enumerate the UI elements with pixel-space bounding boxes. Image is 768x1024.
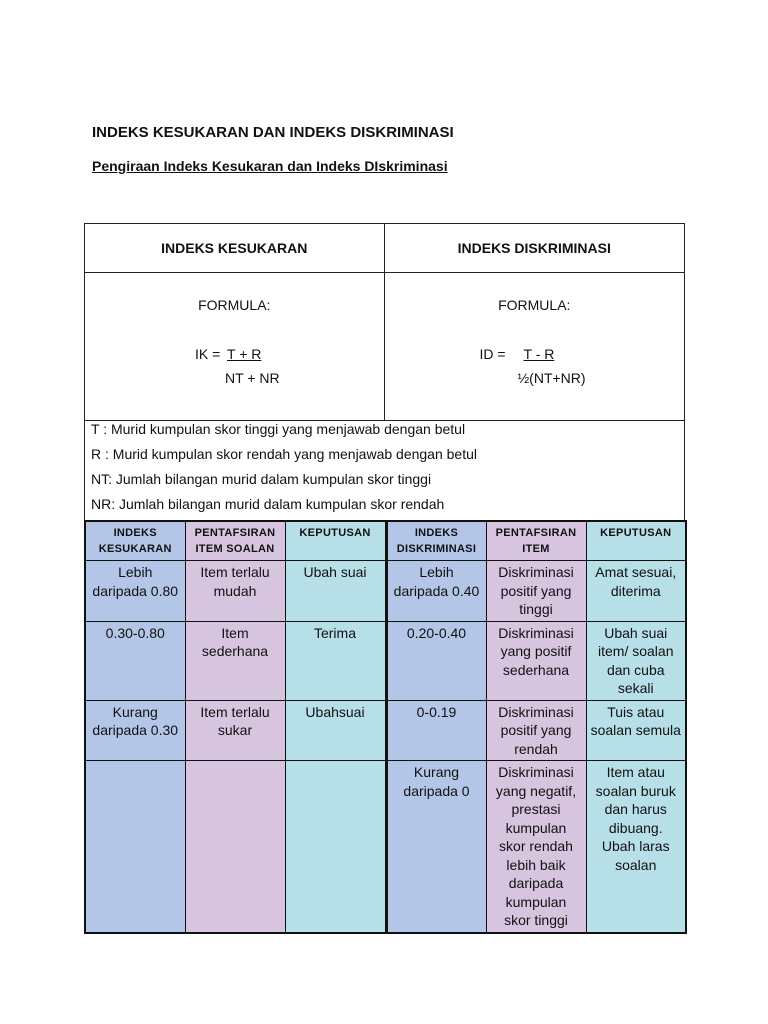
header-indeks-kesukaran: INDEKS KESUKARAN bbox=[85, 224, 385, 273]
table-cell: Diskriminasi positif yang tinggi bbox=[486, 561, 586, 622]
table-cell: Diskriminasi yang positif sederhana bbox=[486, 621, 586, 700]
table-cell: Ubahsuai bbox=[285, 700, 386, 761]
table-cell: 0.20-0.40 bbox=[386, 621, 486, 700]
definition-t: T : Murid kumpulan skor tinggi yang menjawab dengan betul bbox=[91, 421, 466, 437]
formula-label: FORMULA: bbox=[198, 297, 271, 313]
header-cell: KEPUTUSAN bbox=[586, 521, 686, 561]
definitions bbox=[91, 421, 477, 521]
table-cell bbox=[85, 761, 185, 933]
table-cell: Ubah suai item/ soalan dan cuba sekali bbox=[586, 621, 686, 700]
table-cell: Item sederhana bbox=[185, 621, 285, 700]
table-cell: Lebih daripada 0.80 bbox=[85, 561, 185, 622]
id-denominator: ½(NT+NR) bbox=[517, 370, 586, 386]
header-cell: PENTAFSIRAN ITEM bbox=[486, 521, 586, 561]
table-cell: Ubah suai bbox=[285, 561, 386, 622]
table-cell: Kurang daripada 0.30 bbox=[85, 700, 185, 761]
id-numerator: T - R bbox=[523, 346, 555, 362]
table-cell: 0.30-0.80 bbox=[85, 621, 185, 700]
table-cell: Tuis atau soalan semula bbox=[586, 700, 686, 761]
table-row bbox=[85, 761, 686, 933]
interpretation-table bbox=[84, 520, 687, 934]
table-cell: Kurang daripada 0 bbox=[386, 761, 486, 933]
table-cell: 0-0.19 bbox=[386, 700, 486, 761]
formula-box bbox=[84, 223, 685, 521]
table-cell: Item terlalu sukar bbox=[185, 700, 285, 761]
header-cell: INDEKS KESUKARAN bbox=[85, 521, 185, 561]
table-row bbox=[85, 561, 686, 622]
definition-nt: NT: Jumlah bilangan murid dalam kumpulan skor tinggi bbox=[91, 471, 432, 487]
table-cell bbox=[185, 761, 285, 933]
table-cell: Item atau soalan buruk dan harus dibuang. Ubah laras soalan bbox=[586, 761, 686, 933]
header-cell: INDEKS DISKRIMINASI bbox=[386, 521, 486, 561]
table-cell: Item terlalu mudah bbox=[185, 561, 285, 622]
definition-nr: NR: Jumlah bilangan murid dalam kumpulan skor rendah bbox=[91, 496, 445, 512]
table-row bbox=[85, 700, 686, 761]
table-cell: Amat sesuai, diterima bbox=[586, 561, 686, 622]
document-title: INDEKS KESUKARAN DAN INDEKS DISKRIMINASI bbox=[92, 124, 454, 141]
ik-numerator: T + R bbox=[227, 346, 262, 362]
table-row bbox=[85, 621, 686, 700]
table-cell: Terima bbox=[285, 621, 386, 700]
header-cell: KEPUTUSAN bbox=[285, 521, 386, 561]
table-cell: Lebih daripada 0.40 bbox=[386, 561, 486, 622]
header-cell: PENTAFSIRAN ITEM SOALAN bbox=[185, 521, 285, 561]
ik-prefix: IK = bbox=[195, 346, 221, 362]
table-header-row bbox=[85, 521, 686, 561]
definition-r: R : Murid kumpulan skor rendah yang menjawab dengan betul bbox=[91, 446, 478, 462]
id-prefix: ID = bbox=[479, 346, 506, 362]
table-cell: Diskriminasi yang negatif, prestasi kumpulan skor rendah lebih baik daripada kumpulan skor tinggi bbox=[486, 761, 586, 933]
document-subtitle: Pengiraan Indeks Kesukaran dan Indeks DIskriminasi bbox=[92, 158, 448, 174]
table-cell bbox=[285, 761, 386, 933]
formula-cell-ik bbox=[85, 273, 385, 421]
formula-cell-id bbox=[385, 273, 685, 421]
table-cell: Diskriminasi positif yang rendah bbox=[486, 700, 586, 761]
header-indeks-diskriminasi: INDEKS DISKRIMINASI bbox=[385, 224, 685, 273]
formula-label: FORMULA: bbox=[498, 297, 571, 313]
ik-denominator: NT + NR bbox=[225, 370, 280, 386]
